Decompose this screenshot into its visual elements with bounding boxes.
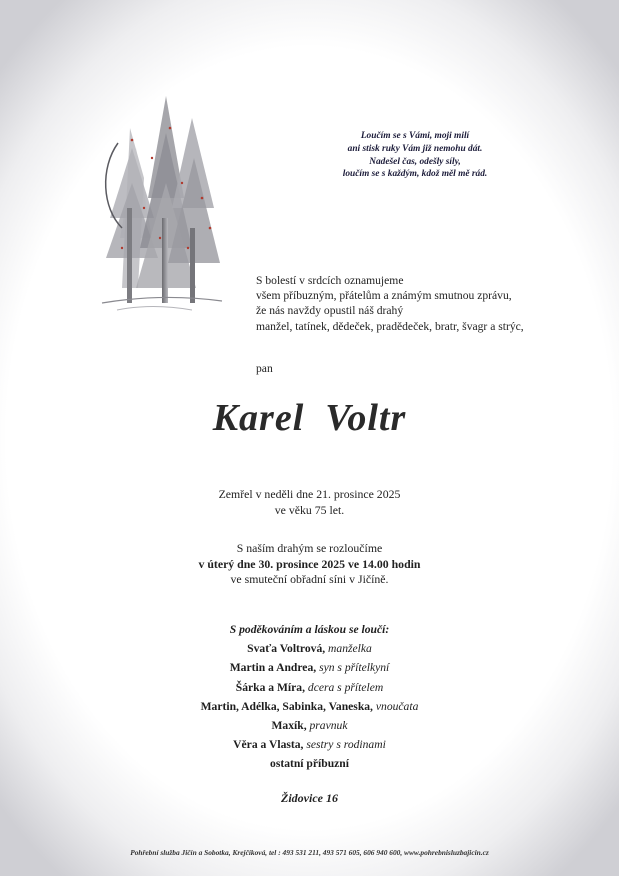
- announcement-line: že nás navždy opustil náš drahý: [256, 304, 404, 318]
- deceased-name: Karel Voltr: [212, 397, 407, 439]
- pine-trees-icon: [92, 88, 227, 323]
- mourners-heading: S poděkováním a láskou se loučí:: [229, 623, 390, 636]
- mourner-row: [0, 658, 619, 677]
- mourner-row: [0, 754, 619, 773]
- mourner-relation: vnoučata: [375, 699, 419, 713]
- mourner-relation: dcera s přítelem: [307, 680, 384, 694]
- mourner-names: Maxík,: [271, 719, 307, 733]
- poem-line: Nadešel čas, odešly síly,: [369, 156, 461, 167]
- funeral-datetime: v úterý dne 30. prosince 2025 ve 14.00 hodin: [198, 556, 421, 571]
- mourner-names: ostatní příbuzní: [270, 757, 349, 771]
- announcement-line: všem příbuzným, přátelům a známým smutnou zprávu,: [256, 289, 512, 303]
- mourner-names: Martin, Adélka, Sabinka, Vaneska,: [200, 699, 373, 713]
- poem-line: ani stisk ruky Vám již nemohu dát.: [347, 143, 483, 154]
- mourners-list: [0, 620, 619, 774]
- mourner-relation: pravnuk: [309, 719, 348, 733]
- mourner-relation: sestry s rodinami: [306, 738, 386, 752]
- announcement-text: [256, 273, 576, 334]
- poem-line: Loučím se s Vámi, moji milí: [360, 131, 470, 141]
- death-details: [0, 487, 619, 518]
- death-date: Zemřel v neděli dne 21. prosince 2025: [218, 487, 401, 501]
- mourner-row: [0, 697, 619, 716]
- mourner-relation: syn s přítelkyní: [319, 661, 390, 675]
- mourner-relation: manželka: [328, 642, 372, 656]
- mourner-names: Šárka a Míra,: [235, 680, 305, 694]
- mourner-row: [0, 735, 619, 754]
- mourner-names: Svaťa Voltrová,: [247, 642, 326, 656]
- mourner-row: [0, 678, 619, 697]
- announcement-line: manžel, tatínek, dědeček, pradědeček, bratr, švagr a strýc,: [256, 319, 524, 333]
- mourner-row: [0, 716, 619, 735]
- funeral-service-footer: Pohřební služba Jičín a Sobotka, Krejčíková, tel : 493 531 211, 493 571 605, 606 940 600, www.pohrebnisluzbajicin.cz: [130, 848, 489, 857]
- honorific: pan: [256, 362, 273, 375]
- death-age: ve věku 75 let.: [274, 502, 345, 517]
- mourner-names: Martin a Andrea,: [229, 661, 317, 675]
- funeral-details: [0, 541, 619, 588]
- announcement-line: S bolestí v srdcích oznamujeme: [256, 274, 404, 287]
- funeral-venue: ve smuteční obřadní síni v Jičíně.: [230, 572, 389, 586]
- mourner-names: Věra a Vlasta,: [233, 738, 304, 752]
- farewell-poem: [300, 130, 530, 181]
- address: Židovice 16: [281, 791, 338, 805]
- poem-line: loučím se s každým, kdož měl mě rád.: [342, 169, 488, 180]
- funeral-intro: S naším drahým se rozloučíme: [236, 541, 383, 555]
- mourner-row: [0, 639, 619, 658]
